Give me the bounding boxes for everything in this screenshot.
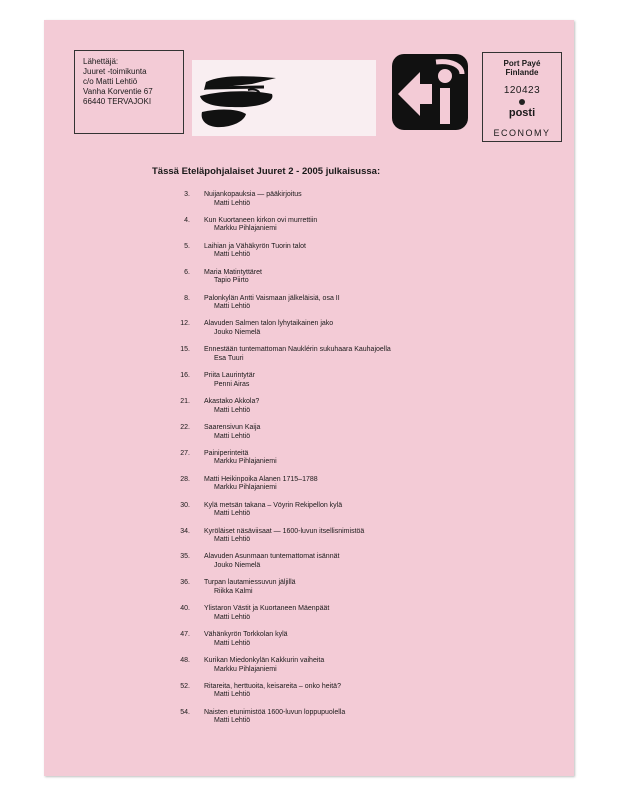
posti-logo: posti bbox=[508, 107, 536, 119]
toc-page-number: 15. bbox=[180, 346, 190, 354]
toc-author: Matti Lehtiö bbox=[214, 691, 251, 699]
toc-article-title: Nuijankopauksia — pääkirjoitus bbox=[204, 191, 302, 198]
postage-permit-number: 120423 bbox=[503, 85, 541, 96]
toc-author: Matti Lehtiö bbox=[214, 432, 251, 440]
toc-entry bbox=[168, 657, 508, 683]
toc-entry bbox=[168, 528, 508, 554]
toc-author: Markku Pihlajaniemi bbox=[214, 665, 277, 673]
toc-author: Matti Lehtiö bbox=[214, 303, 251, 311]
toc-author: Esa Tuuri bbox=[214, 354, 244, 362]
toc-author: Matti Lehtiö bbox=[214, 717, 251, 725]
toc-page-number: 52. bbox=[180, 682, 190, 690]
toc-entry bbox=[168, 605, 508, 631]
toc-author: Markku Pihlajaniemi bbox=[214, 225, 277, 233]
toc-article-title: Palonkylän Antti Vaismaan jälkeläisiä, osa II bbox=[204, 294, 340, 302]
toc-author: Matti Lehtiö bbox=[214, 510, 251, 518]
toc-article-title: Kylä metsän takana – Vöyrin Rekipellon kylä bbox=[204, 501, 343, 509]
toc-page-number: 8. bbox=[184, 294, 190, 302]
toc-author: Jouko Niemelä bbox=[214, 328, 261, 336]
toc-page-number: 47. bbox=[180, 631, 190, 639]
toc-page-number: 22. bbox=[180, 424, 190, 432]
toc-entry bbox=[168, 579, 508, 605]
postage-country-line: Finlande bbox=[505, 68, 539, 77]
postmark-dot bbox=[519, 99, 525, 105]
toc-entry bbox=[168, 450, 508, 476]
toc-page-number: 30. bbox=[180, 501, 190, 509]
toc-page-number: 34. bbox=[180, 527, 190, 535]
sender-line: c/o Matti Lehtiö bbox=[83, 77, 138, 86]
toc-page-number: 28. bbox=[180, 475, 190, 483]
sender-line: 66440 TERVAJOKI bbox=[83, 97, 152, 106]
toc-page-number: 48. bbox=[180, 657, 190, 665]
toc-article-title: Painiperinteitä bbox=[204, 449, 249, 457]
toc-page-number: 16. bbox=[180, 372, 190, 380]
toc-page-number: 35. bbox=[180, 553, 190, 561]
toc-entry bbox=[168, 502, 508, 528]
toc-author: Matti Lehtiö bbox=[214, 406, 251, 414]
toc-page-number: 54. bbox=[180, 708, 190, 716]
toc-article-title: Ennestään tuntemattoman Nauklérin sukuhaara Kauhajoella bbox=[204, 346, 391, 354]
juuret-logo bbox=[392, 54, 468, 130]
toc-entry bbox=[168, 191, 508, 217]
toc-page-number: 5. bbox=[184, 242, 190, 250]
toc-author: Tapio Piirto bbox=[214, 277, 249, 285]
toc-page-number: 40. bbox=[180, 605, 190, 613]
toc-article-title: Kun Kuortaneen kirkon ovi murrettiin bbox=[204, 216, 318, 224]
toc-entry bbox=[168, 476, 508, 502]
toc-entry bbox=[168, 709, 508, 735]
recipient-address-window bbox=[192, 60, 376, 136]
toc-entry bbox=[168, 398, 508, 424]
sender-address-box bbox=[74, 50, 184, 134]
toc-author: Matti Lehtiö bbox=[214, 199, 251, 207]
toc-article-title: Naisten etunimistöä 1600-luvun loppupuolella bbox=[204, 708, 346, 716]
toc-entry bbox=[168, 346, 508, 372]
toc-author: Markku Pihlajaniemi bbox=[214, 458, 277, 466]
booklet-back-cover bbox=[44, 20, 574, 776]
contents-heading: Tässä Eteläpohjalaiset Juuret 2 - 2005 julkaisussa: bbox=[152, 166, 381, 177]
redacted-address-scribble bbox=[192, 60, 376, 136]
economy-label: ECONOMY bbox=[493, 128, 551, 138]
toc-article-title: Ylistaron Västit ja Kuortaneen Mäenpäät bbox=[204, 605, 330, 613]
toc-author: Jouko Niemelä bbox=[214, 561, 261, 569]
toc-article-title: Alavuden Asunmaan tuntemattomat isännät bbox=[204, 553, 340, 561]
toc-article-title: Ritareita, herttuoita, keisareita – onko heitä? bbox=[204, 682, 341, 690]
toc-article-title: Vähänkyrön Torkkolan kylä bbox=[204, 631, 288, 639]
toc-article-title: Laihian ja Vähäkyrön Tuorin talot bbox=[204, 242, 306, 250]
toc-author: Matti Lehtiö bbox=[214, 613, 251, 621]
toc-article-title: Maria Matintyttäret bbox=[204, 268, 262, 276]
toc-page-number: 6. bbox=[184, 268, 190, 276]
toc-article-title: Turpan lautamiessuvun jäljillä bbox=[204, 579, 296, 587]
toc-entry bbox=[168, 424, 508, 450]
sender-line: Vanha Korventie 67 bbox=[83, 87, 153, 96]
toc-entry bbox=[168, 217, 508, 243]
toc-entry bbox=[168, 631, 508, 657]
toc-article-title: Matti Heikinpoika Alanen 1715–1788 bbox=[204, 475, 318, 483]
toc-author: Matti Lehtiö bbox=[214, 536, 251, 544]
toc-entry bbox=[168, 683, 508, 709]
toc-author: Matti Lehtiö bbox=[214, 639, 251, 647]
toc-article-title: Kyröläiset näsäviisaat — 1600-luvun itsellisnimistöä bbox=[204, 527, 365, 535]
sender-line: Juuret -toimikunta bbox=[83, 67, 147, 76]
toc-author: Riikka Kalmi bbox=[214, 587, 253, 595]
toc-page-number: 27. bbox=[180, 449, 190, 457]
toc-author: Penni Airas bbox=[214, 380, 250, 388]
toc-article-title: Kurikan Miedonkylän Kakkurin vaiheita bbox=[204, 657, 325, 665]
toc-page-number: 3. bbox=[184, 191, 190, 198]
toc-page-number: 4. bbox=[184, 216, 190, 224]
toc-article-title: Alavuden Salmen talon lyhytaikainen jako bbox=[204, 320, 334, 328]
toc-entry bbox=[168, 269, 508, 295]
toc-article-title: Priita Laurintytär bbox=[204, 372, 255, 380]
sender-line: Lähettäjä: bbox=[83, 57, 119, 66]
toc-article-title: Akastako Akkola? bbox=[204, 398, 260, 406]
toc-entry bbox=[168, 553, 508, 579]
toc-author: Markku Pihlajaniemi bbox=[214, 484, 277, 492]
toc-page-number: 21. bbox=[180, 398, 190, 406]
toc-entry bbox=[168, 320, 508, 346]
toc-entry bbox=[168, 243, 508, 269]
toc-page-number: 12. bbox=[180, 320, 190, 328]
toc-article-title: Saarensivun Kaija bbox=[204, 424, 261, 432]
postage-paid-line: Port Payé bbox=[503, 59, 541, 68]
table-of-contents bbox=[168, 191, 508, 735]
toc-author: Matti Lehtiö bbox=[214, 251, 251, 259]
toc-page-number: 36. bbox=[180, 579, 190, 587]
toc-entry bbox=[168, 295, 508, 321]
toc-entry bbox=[168, 372, 508, 398]
